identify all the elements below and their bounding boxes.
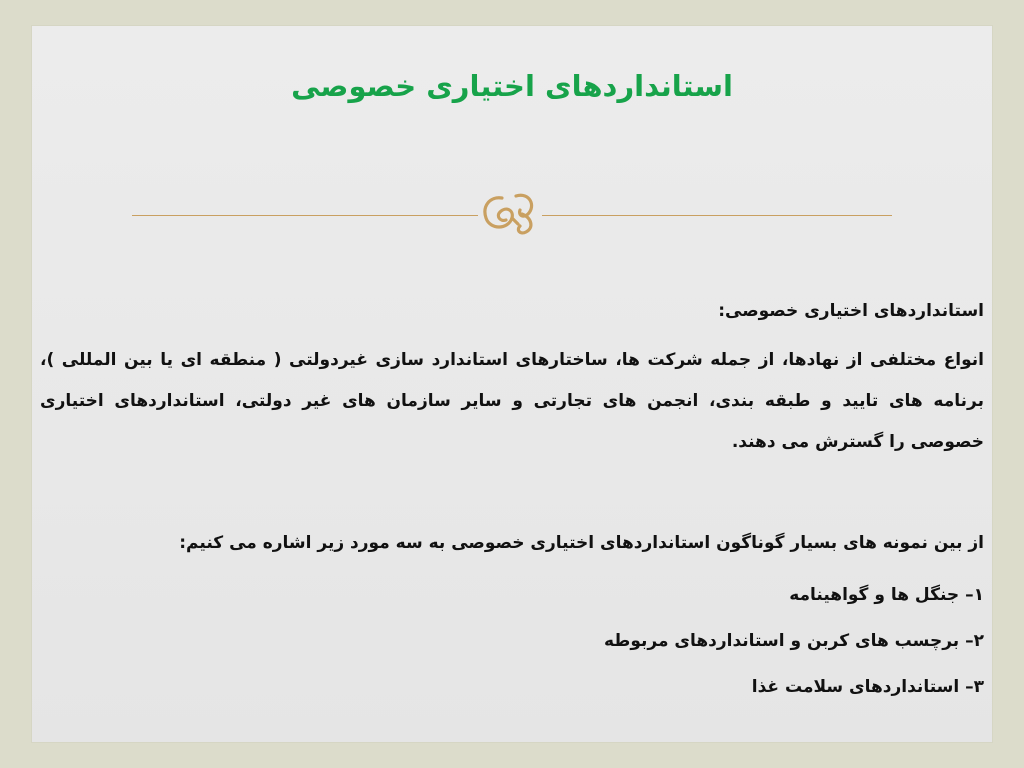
divider-line-left xyxy=(132,215,478,216)
examples-list xyxy=(40,578,984,716)
divider-line-right xyxy=(542,215,892,216)
title-divider xyxy=(132,188,892,238)
list-item: ۲– برچسب های کربن و استانداردهای مربوطه xyxy=(604,631,984,651)
body-paragraph: انواع مختلفی از نهادها، از جمله شرکت ها، ساختارهای استاندارد سازی غیردولتی ( منطقه ای یا بین المللی )، برنامه های تایید و طبقه بندی، انجمن های تجارتی و سایر سازمان های غیر دولتی، استانداردهای اختیاری خصوصی را گسترش می دهند. xyxy=(40,350,984,452)
list-item: ۳– استانداردهای سلامت غذا xyxy=(751,677,984,697)
slide-title: استانداردهای اختیاری خصوصی xyxy=(291,69,733,103)
flourish-ornament-icon xyxy=(478,188,542,238)
section-heading: استانداردهای اختیاری خصوصی: xyxy=(718,301,984,321)
list-intro: از بین نمونه های بسیار گوناگون استانداردهای اختیاری خصوصی به سه مورد زیر اشاره می کنیم: xyxy=(179,533,984,553)
list-item: ۱– جنگل ها و گواهینامه xyxy=(789,585,984,605)
